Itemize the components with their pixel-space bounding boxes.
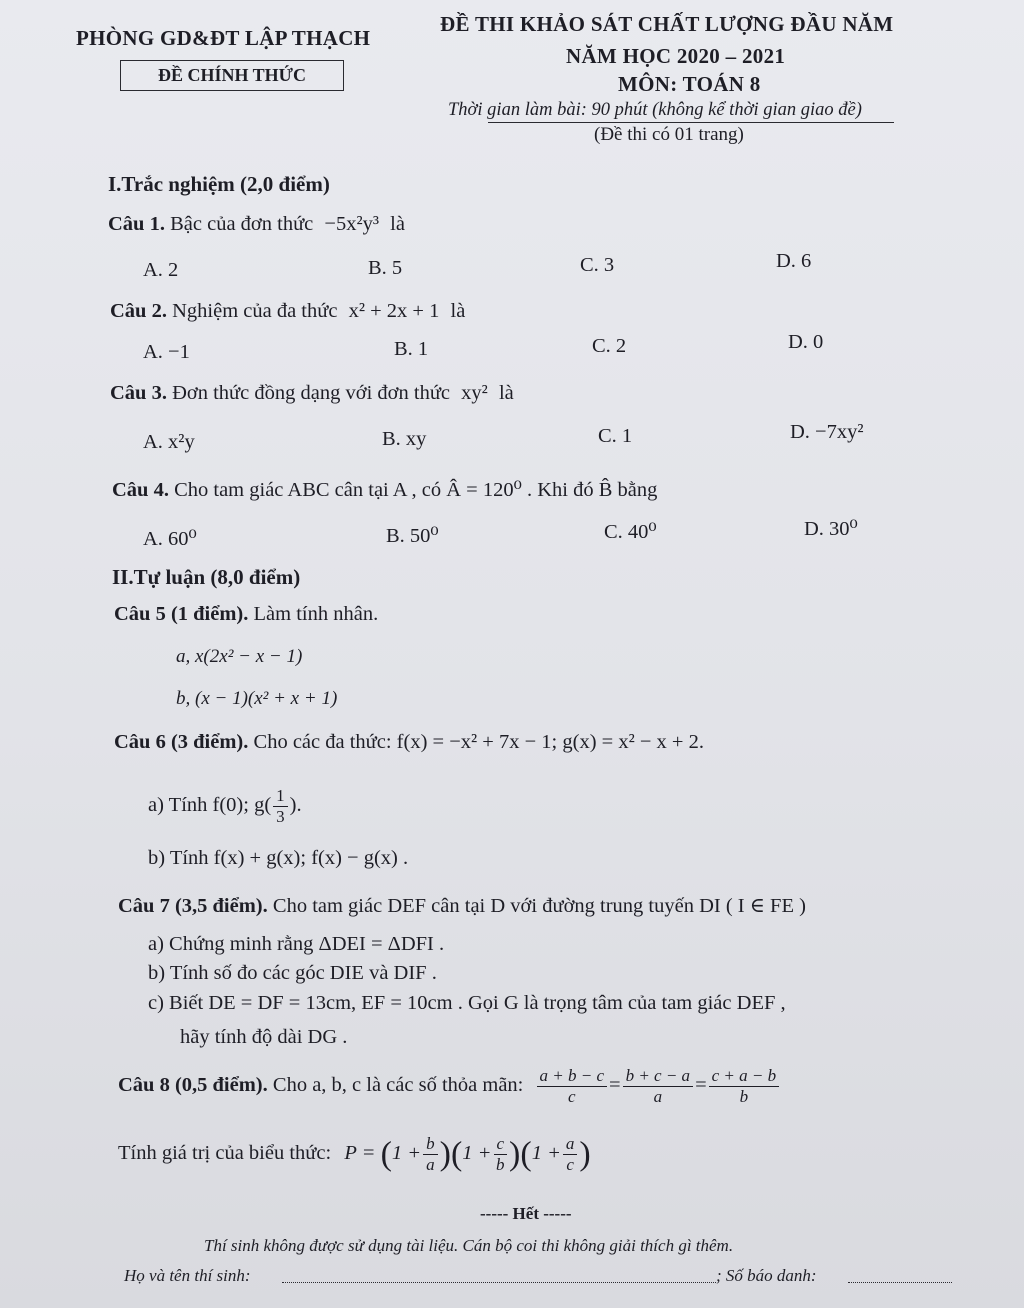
question-4-text: Cho tam giác ABC cân tại A , có Â = 120⁰ . Khi đó B̂ bằng [174,479,658,501]
department-name: PHÒNG GD&ĐT LẬP THẠCH [76,26,371,50]
question-5-label: Câu 5 (1 điểm). [114,603,249,625]
term-3-denominator: c [566,1155,574,1174]
paren-open-1: ( [380,1135,392,1173]
question-8: Câu 8 (0,5 điểm). Cho a, b, c là các số thỏa mãn: $\frac{a + b - c}{c}$ = $\frac{b + c - a}{a}$ = $\frac{c + a - b}{b}$ [118,1066,781,1107]
question-6-a-suffix: ). [289,794,302,817]
question-4 [112,477,657,502]
official-label: ĐỀ CHÍNH THỨC [120,60,344,91]
question-1-math: −5x²y³ [324,213,380,235]
fraction-1-denominator: c [567,1087,576,1106]
term-3-fraction [563,1134,578,1175]
term-3-numerator: a [563,1134,578,1155]
q1-option-a: A. 2 [143,259,179,281]
question-1-label: Câu 1. [108,213,165,235]
question-2 [110,300,465,323]
expression-term-2: 1 + [462,1142,492,1165]
question-5-part-b: b, (x − 1)(x² + x + 1) [176,688,338,709]
question-2-text: Nghiệm của đa thức [172,300,338,322]
paren-close-3: ) [579,1135,591,1173]
term-1-fraction [423,1134,438,1175]
q2-option-b: B. 1 [394,338,429,360]
question-7-part-c: c) Biết DE = DF = 13cm, EF = 10cm . Gọi G là trọng tâm của tam giác DEF , [148,992,786,1014]
exam-title: ĐỀ THI KHẢO SÁT CHẤT LƯỢNG ĐẦU NĂM [440,12,894,36]
fraction-numerator: 1 [273,786,288,807]
fraction-1 [537,1066,608,1107]
question-8-expression [118,1134,591,1175]
question-3-text: Đơn thức đồng dạng với đơn thức [172,382,451,404]
question-7-part-b: b) Tính số đo các góc DIE và DIF . [148,962,437,984]
expression-term-1: 1 + [391,1142,422,1165]
question-2-math: x² + 2x + 1 [348,300,440,322]
candidate-id-label: ; Số báo danh: [716,1266,817,1285]
term-1-denominator: a [426,1155,435,1174]
part2-title: II.Tự luận (8,0 điểm) [112,565,301,589]
q4-option-a: A. 60⁰ [143,528,197,550]
question-8-text: Cho a, b, c là các số thỏa mãn: [272,1074,524,1097]
q2-option-c: C. 2 [592,335,627,357]
question-7-text: Cho tam giác DEF cân tại D với đường trung tuyến DI ( I ∈ FE ) [272,895,806,917]
candidate-name-line [282,1282,716,1283]
question-7 [118,893,806,918]
q3-option-b: B. xy [382,428,427,450]
question-7-label: Câu 7 (3,5 điểm). [118,895,268,917]
question-4-label: Câu 4. [112,479,169,501]
question-1-text: Bậc của đơn thức [170,213,314,235]
question-2-tail: là [450,300,466,322]
fraction-2-denominator: a [653,1087,663,1106]
term-2-numerator: c [494,1134,508,1155]
paren-close-1: )( [439,1135,463,1173]
fraction-3-denominator: b [739,1087,749,1106]
q4-option-b: B. 50⁰ [386,525,439,547]
question-7-part-a: a) Chứng minh rằng ΔDEI = ΔDFI . [148,933,445,955]
fraction-3 [709,1066,780,1107]
question-6-text: Cho các đa thức: f(x) = −x² + 7x − 1; g(x) = x² − x + 2. [253,731,704,753]
fraction-2-numerator: b + c − a [623,1066,694,1087]
term-1-numerator: b [423,1134,438,1155]
question-5-text: Làm tính nhân. [253,603,379,625]
question-8-label: Câu 8 (0,5 điểm). [118,1074,268,1097]
question-1-tail: là [390,213,405,235]
q3-option-c: C. 1 [598,425,633,447]
paren-close-2: )( [509,1135,532,1173]
end-marker: ----- Hết ----- [480,1204,572,1223]
fraction-denominator: 3 [276,807,285,826]
question-1 [108,213,405,236]
duration: Thời gian làm bài: 90 phút (không kể thời gian giao đề) [448,100,862,120]
candidate-name-label: Họ và tên thí sinh: [124,1266,251,1285]
question-5-part-a: a, x(2x² − x − 1) [176,646,303,667]
question-3 [110,382,514,405]
question-3-tail: là [498,382,514,404]
question-2-label: Câu 2. [110,300,167,322]
question-6-part-a [148,786,302,827]
pages-note: (Đề thi có 01 trang) [594,124,744,145]
q2-option-d: D. 0 [788,331,824,353]
school-year: NĂM HỌC 2020 – 2021 [566,44,786,68]
part1-title: I.Trắc nghiệm (2,0 điểm) [108,172,330,196]
q4-option-c: C. 40⁰ [604,521,657,543]
q2-option-a: A. −1 [143,341,190,363]
expression-term-3: 1 + [531,1142,561,1165]
question-6-part-b: b) Tính f(x) + g(x); f(x) − g(x) . [148,847,409,869]
candidate-id-line [848,1282,952,1283]
question-3-label: Câu 3. [110,382,167,404]
q4-option-d: D. 30⁰ [804,518,858,540]
q1-option-b: B. 5 [368,257,403,279]
question-6 [114,731,704,754]
q1-option-c: C. 3 [580,254,615,276]
question-6-label: Câu 6 (3 điểm). [114,731,249,753]
subject: MÔN: TOÁN 8 [618,72,761,96]
q1-option-d: D. 6 [776,250,812,272]
footer-note: Thí sinh không được sử dụng tài liệu. Cán bộ coi thi không giải thích gì thêm. [204,1236,734,1255]
q3-option-a: A. x²y [143,431,195,453]
expression-label: Tính giá trị của biểu thức: [118,1142,332,1165]
fraction-2 [623,1066,694,1107]
q3-option-d: D. −7xy² [790,421,864,443]
expression-p: P = [344,1142,381,1165]
question-7-part-c-cont: hãy tính độ dài DG . [180,1026,348,1048]
term-2-fraction [494,1134,508,1175]
term-2-denominator: b [496,1155,505,1174]
question-5 [114,603,378,626]
fraction-3-numerator: c + a − b [709,1066,780,1087]
header-rule [488,122,894,123]
question-3-math: xy² [461,382,488,404]
fraction-1-numerator: a + b − c [537,1066,608,1087]
fraction-one-third [273,786,288,827]
question-6-a-prefix: a) Tính f(0); g( [148,794,272,817]
